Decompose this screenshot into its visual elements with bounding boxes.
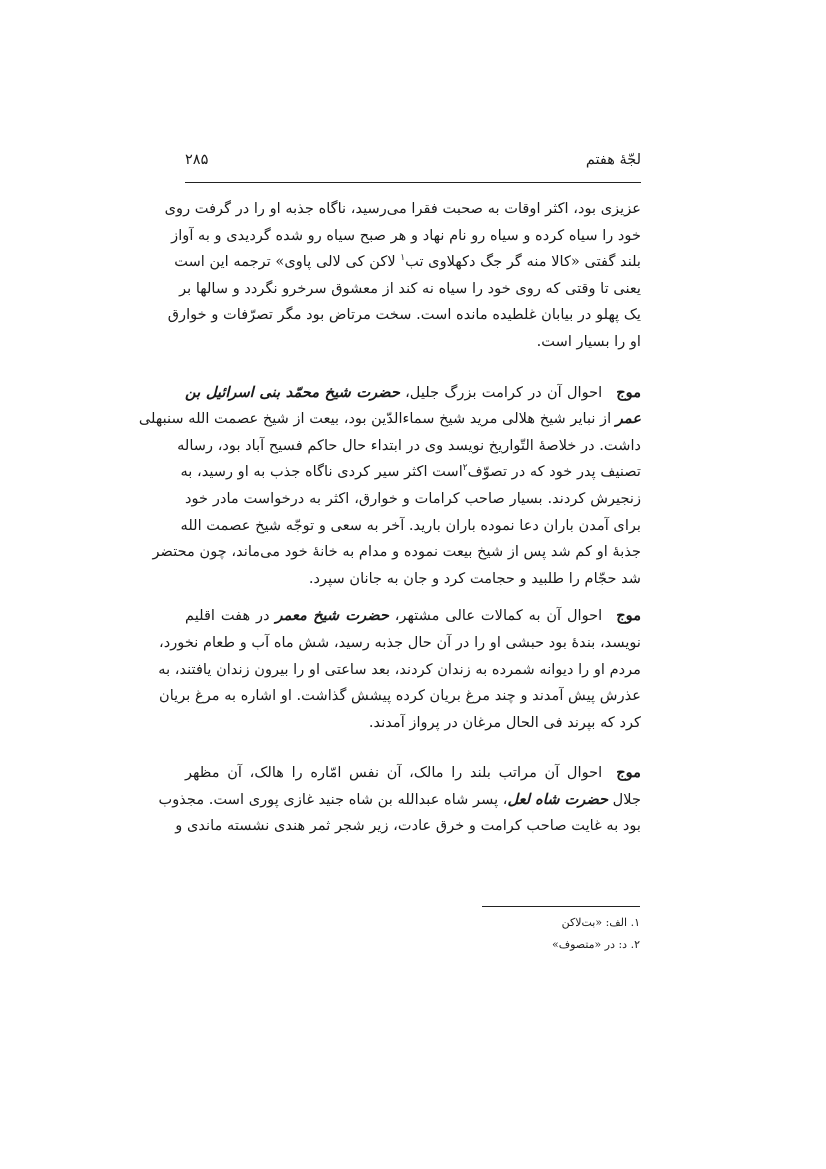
text-line: عذرش پیش آمدند و چند مرغ بریان کرده پیشش گذاشت. او اشاره به مرغ بریان — [159, 687, 641, 705]
text-segment: لاکن کی لالی پاوی» ترجمه این است — [174, 253, 401, 271]
paragraph-1 — [164, 196, 641, 356]
paragraph-4 — [158, 760, 641, 840]
paragraph-spacer — [185, 356, 641, 380]
text-segment: ، پسر شاه عبدالله بن شاه جنید غازی پوری است. مجذوب — [158, 790, 508, 808]
text-segment: احوال آن مراتب بلند را مالک، آن نفس امّاره را هالک، آن مظهر — [185, 764, 603, 782]
text-segment: بلند گفتی «کالا منه گر جگ دکهلاوی تب — [405, 253, 641, 271]
text-line: زنجیرش کردند. بسیار صاحب کرامات و خوارق، اکثر به درخواست مادر خود — [185, 489, 641, 507]
saint-name: حضرت شیخ محمّد بنی اسرائیل بن — [185, 383, 400, 401]
text-line: مردم او را دیوانه شمرده به زندان کردند، بعد ساعتی او را بیرون زندان یافتند، به — [158, 660, 641, 678]
text-segment: تصنیف پدر خود که در تصوّف — [467, 463, 641, 481]
text-line: یک پهلو در بیابان غلطیده مانده است. سخت مرتاض بود مگر تصرّفات و خوارق — [167, 306, 641, 324]
text-line — [158, 787, 641, 814]
text-line — [185, 603, 641, 630]
paragraph-spacer — [185, 736, 641, 760]
text-segment: احوال آن به کمالات عالی مشتهر، — [388, 607, 603, 625]
chapter-title: لجّۀ هفتم — [585, 152, 641, 168]
text-segment: احوال آن در کرامت بزرگ جلیل، — [399, 383, 603, 401]
section-label-mawj: موج — [616, 607, 642, 625]
text-line — [185, 760, 641, 787]
footnote-ref-2[interactable]: ۲ — [462, 463, 468, 474]
footnote-1: ۱. الف: «بت‌لاکن — [561, 916, 640, 929]
text-line — [174, 249, 641, 276]
text-segment: از نبایر شیخ هلالی مرید شیخ سماءالدّین بود، بیعت از شیخ عصمت الله سنبهلی — [138, 410, 616, 428]
section-label-mawj: موج — [616, 383, 642, 401]
text-line: نویسد، بندۀ بود حبشی او را در آن حال جذبه رسید، شش ماه آب و طعام نخورد، — [159, 633, 641, 651]
saint-name: حضرت شیخ معمر — [275, 607, 389, 625]
footnote-ref-1[interactable]: ۱ — [400, 253, 406, 264]
paragraph-spacer — [185, 592, 641, 603]
text-line: جذبۀ او کم شد پس از شیخ بیعت نموده و مدام به خانۀ خود می‌ماند، چون محتضر — [152, 543, 641, 561]
text-line: برای آمدن باران دعا نموده باران بارید. آخر به سعی و توجّه شیخ عصمت الله — [180, 516, 641, 534]
text-line: یعنی تا وقتی که روی خود را سیاه نه کند از معشوق سرخرو نگردد و سالها بر — [179, 279, 641, 297]
text-line: او را بسیار است. — [536, 332, 641, 350]
running-header — [185, 152, 641, 174]
text-line — [180, 459, 641, 486]
footnote-rule — [482, 906, 640, 907]
section-label-mawj: موج — [616, 764, 641, 782]
footnotes — [460, 912, 640, 956]
text-segment: است اکثر سیر کردی ناگاه جذب به او رسید، به — [180, 463, 463, 481]
text-line — [185, 380, 641, 407]
text-line: عزیزی بود، اکثر اوقات به صحبت فقرا می‌رسید، ناگاه جذبه او را در گرفت روی — [164, 200, 641, 217]
saint-name: حضرت شاه لعل — [507, 790, 609, 808]
text-line: شد حجّام را طلبید و حجامت کرد و جان به جانان سپرد. — [308, 569, 641, 587]
footnote-2: ۲. د: در «متصوف» — [551, 938, 640, 951]
paragraph-3 — [158, 603, 642, 736]
body-text — [138, 196, 642, 840]
header-rule — [185, 182, 641, 183]
text-line: خود را سیاه کرده و سیاه رو نام نهاد و هر صبح سیاه رو شده گردیدی و به آواز — [171, 226, 641, 244]
text-line: کرد که بپرند فی الحال مرغان در پرواز آمدند. — [368, 713, 641, 731]
saint-name: عمر — [615, 410, 641, 428]
text-line: داشت. در خلاصۀ التّواریخ نویسد وی در ابتداء حال حاکم فسیح آباد بود، رساله — [177, 436, 641, 454]
text-line — [138, 406, 641, 433]
text-line: بود به غایت صاحب کرامت و خرق عادت، زیر شجر ثمر هندی نشسته ماندی و — [175, 817, 641, 835]
text-segment: جلال — [608, 790, 641, 808]
paragraph-2 — [138, 380, 642, 593]
text-segment: در هفت اقلیم — [185, 607, 276, 625]
page-number: ۲۸۵ — [185, 152, 209, 168]
